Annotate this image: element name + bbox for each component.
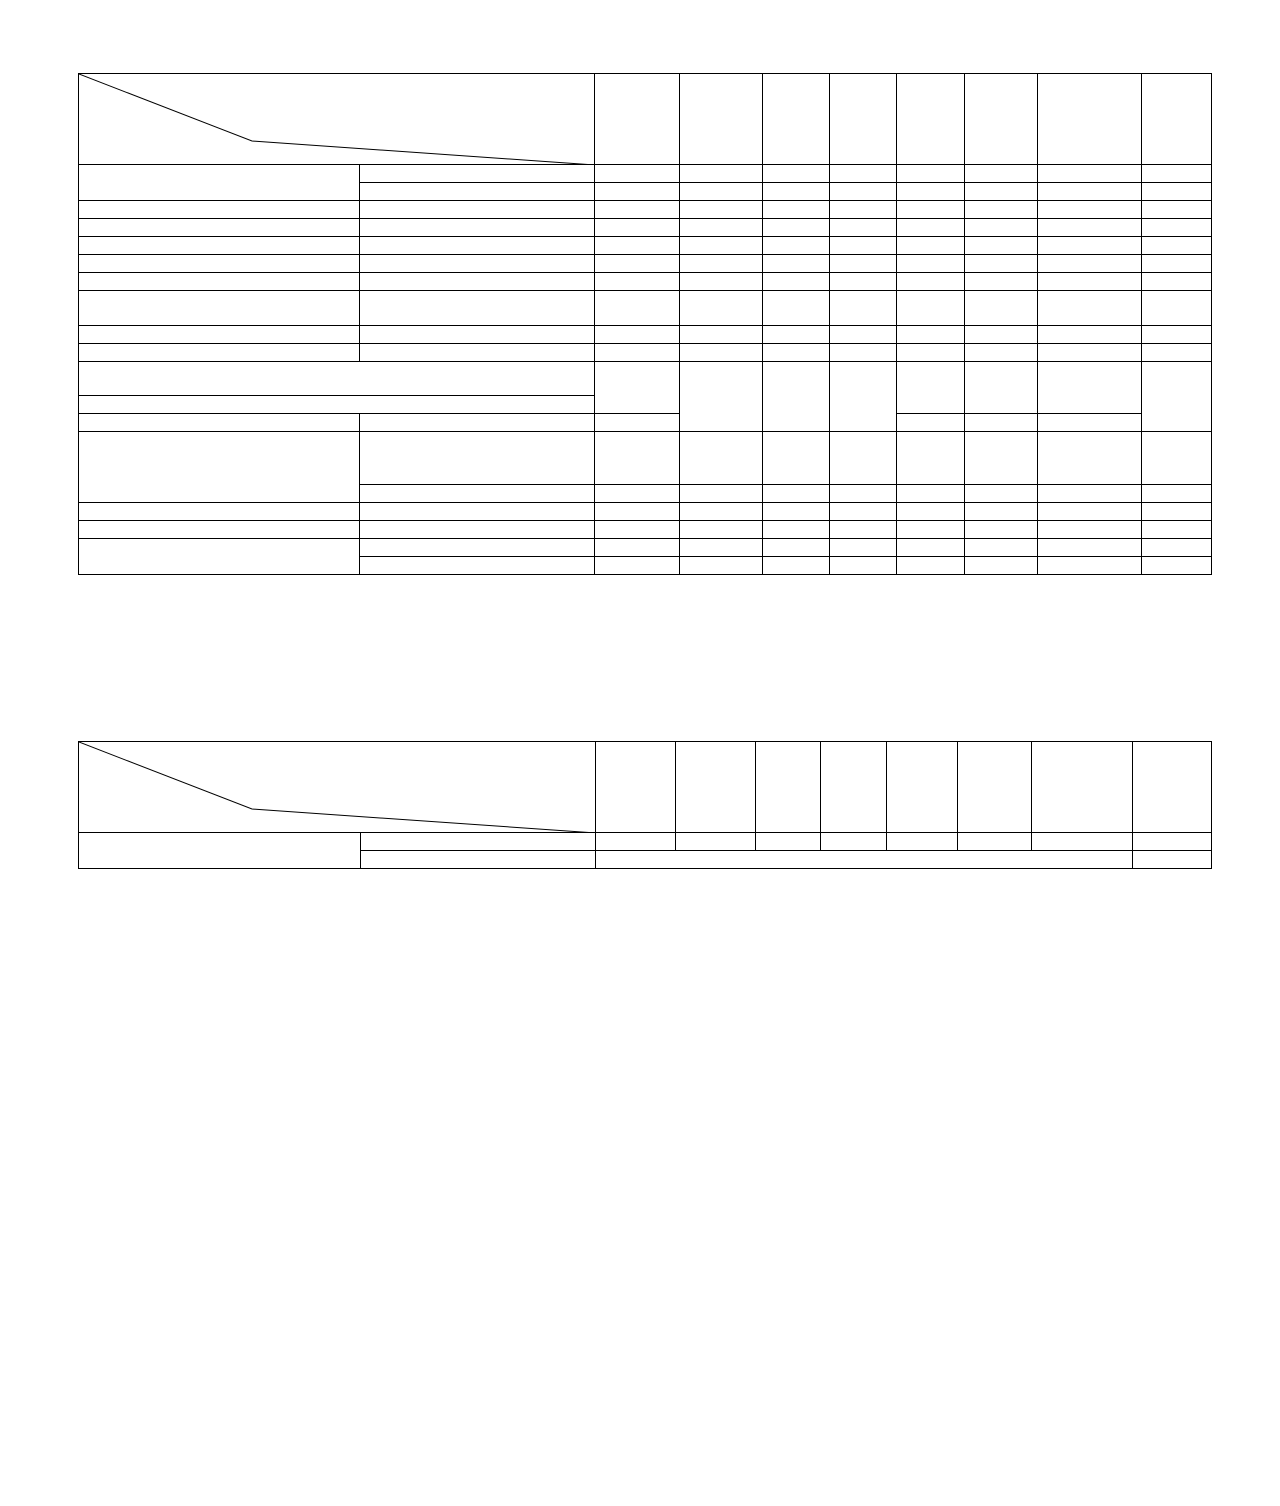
header-diagonal-cell <box>79 742 596 833</box>
maintenance-table-2 <box>78 741 1212 869</box>
col-header <box>1038 74 1142 165</box>
cell <box>680 503 763 521</box>
row-action <box>360 396 595 414</box>
cell <box>897 273 965 291</box>
row-item <box>79 521 360 539</box>
cell <box>965 291 1038 326</box>
cell <box>680 291 763 326</box>
row-action <box>360 255 595 273</box>
table-row <box>79 255 1212 273</box>
col-header <box>1032 742 1133 833</box>
cell <box>1038 273 1142 291</box>
cell <box>680 183 763 201</box>
cell <box>830 255 897 273</box>
cell <box>595 183 680 201</box>
col-header <box>965 74 1038 165</box>
cell <box>830 485 897 503</box>
table-row <box>79 273 1212 291</box>
cell <box>965 219 1038 237</box>
row-action <box>360 183 595 201</box>
cell <box>897 557 965 575</box>
cell <box>680 273 763 291</box>
row-action <box>360 521 595 539</box>
row-item <box>79 273 360 291</box>
cell <box>595 432 680 485</box>
cell <box>595 219 680 237</box>
row-action <box>360 219 595 237</box>
cell <box>830 165 897 183</box>
col-header <box>595 74 680 165</box>
maintenance-table-1 <box>78 73 1212 575</box>
cell <box>965 485 1038 503</box>
cell <box>965 503 1038 521</box>
page-ref <box>1142 344 1212 362</box>
cell <box>680 432 763 485</box>
cell <box>965 201 1038 219</box>
cell <box>1038 432 1142 485</box>
table-header-row <box>79 74 1212 165</box>
cell <box>830 237 897 255</box>
cell <box>1038 503 1142 521</box>
cell <box>887 833 958 851</box>
page-ref <box>1142 485 1212 503</box>
page-ref <box>1142 183 1212 201</box>
cell <box>595 557 680 575</box>
cell <box>595 165 680 183</box>
table-row <box>79 414 1212 432</box>
row-item <box>79 326 360 344</box>
row-action <box>360 165 595 183</box>
row-action <box>360 485 595 503</box>
table-row <box>79 362 1212 396</box>
row-item <box>79 362 360 396</box>
cell <box>965 432 1038 485</box>
cell <box>830 183 897 201</box>
table-header-row <box>79 742 1212 833</box>
cell <box>595 539 680 557</box>
row-item <box>79 291 360 326</box>
cell <box>595 255 680 273</box>
row-action <box>360 273 595 291</box>
cell <box>1038 237 1142 255</box>
cell <box>763 183 830 201</box>
cell <box>897 255 965 273</box>
cell <box>1038 326 1142 344</box>
row-action <box>360 237 595 255</box>
col-header <box>763 74 830 165</box>
page-ref <box>1142 326 1212 344</box>
cell <box>897 344 965 362</box>
cell <box>830 539 897 557</box>
cell <box>1038 539 1142 557</box>
cell <box>595 503 680 521</box>
cell <box>595 344 680 362</box>
col-header <box>1142 74 1212 165</box>
cell <box>763 165 830 183</box>
cell <box>897 503 965 521</box>
cell <box>830 326 897 344</box>
cell <box>680 219 763 237</box>
cell <box>1038 291 1142 326</box>
cell <box>680 521 763 539</box>
cell <box>897 362 965 414</box>
table-row <box>79 833 1212 851</box>
page-ref <box>1142 557 1212 575</box>
row-action <box>360 557 595 575</box>
cell <box>763 521 830 539</box>
cell <box>965 237 1038 255</box>
row-item <box>79 432 360 503</box>
cell <box>680 255 763 273</box>
page-ref <box>1133 833 1212 851</box>
cell <box>830 201 897 219</box>
cell <box>965 414 1038 432</box>
cell <box>830 521 897 539</box>
page-ref <box>1142 237 1212 255</box>
table-row <box>79 503 1212 521</box>
page-ref <box>1142 219 1212 237</box>
cell <box>897 326 965 344</box>
cell <box>1038 255 1142 273</box>
cell <box>763 237 830 255</box>
cell <box>965 539 1038 557</box>
page-ref <box>1142 503 1212 521</box>
col-header <box>680 74 763 165</box>
cell <box>680 237 763 255</box>
cell <box>595 291 680 326</box>
cell <box>830 291 897 326</box>
col-header <box>1133 742 1212 833</box>
cell <box>897 219 965 237</box>
cell <box>680 326 763 344</box>
cell <box>1038 201 1142 219</box>
cell <box>596 833 676 851</box>
cell <box>958 833 1032 851</box>
cell <box>756 833 821 851</box>
cell <box>821 833 887 851</box>
cell <box>763 503 830 521</box>
row-action <box>360 362 595 396</box>
col-header <box>958 742 1032 833</box>
cell <box>1038 485 1142 503</box>
cell <box>965 326 1038 344</box>
cell <box>897 237 965 255</box>
page-ref <box>1142 165 1212 183</box>
row-action <box>360 326 595 344</box>
cell <box>897 521 965 539</box>
cell <box>897 201 965 219</box>
cell <box>680 344 763 362</box>
cell <box>680 485 763 503</box>
cell <box>680 557 763 575</box>
row-item <box>79 255 360 273</box>
table-row <box>79 165 1212 183</box>
row-item <box>79 201 360 219</box>
cell <box>676 833 756 851</box>
row-action <box>360 432 595 485</box>
cell <box>763 326 830 344</box>
table-row <box>79 326 1212 344</box>
cell <box>830 432 897 485</box>
row-action <box>360 414 595 432</box>
col-header <box>830 74 897 165</box>
cell <box>763 201 830 219</box>
row-item <box>79 219 360 237</box>
cell <box>830 362 897 432</box>
cell <box>830 557 897 575</box>
cell <box>965 557 1038 575</box>
diagonal-line <box>79 74 595 165</box>
row-action <box>360 344 595 362</box>
table-row <box>79 237 1212 255</box>
table-row <box>79 521 1212 539</box>
row-item <box>79 503 360 521</box>
table-row <box>79 539 1212 557</box>
cell <box>1038 521 1142 539</box>
cell <box>595 485 680 503</box>
cell <box>1038 414 1142 432</box>
cell <box>1038 183 1142 201</box>
cell <box>763 219 830 237</box>
cell <box>1038 165 1142 183</box>
diagonal-line <box>79 742 596 833</box>
row-item <box>79 165 360 201</box>
cell <box>595 273 680 291</box>
row-action <box>361 851 596 869</box>
cell <box>965 165 1038 183</box>
cell <box>1038 344 1142 362</box>
col-header <box>897 74 965 165</box>
cell <box>680 165 763 183</box>
cell <box>595 362 680 414</box>
cell <box>680 362 763 432</box>
cell <box>965 273 1038 291</box>
cell <box>897 183 965 201</box>
col-header <box>821 742 887 833</box>
row-action <box>360 201 595 219</box>
col-header <box>756 742 821 833</box>
table-row <box>79 432 1212 485</box>
row-subitem <box>79 414 360 432</box>
col-header <box>596 742 676 833</box>
cell <box>595 201 680 219</box>
cell <box>763 255 830 273</box>
row-item <box>79 539 360 575</box>
cell <box>965 183 1038 201</box>
cell <box>763 485 830 503</box>
page-ref <box>1142 201 1212 219</box>
cell <box>763 344 830 362</box>
cell <box>763 291 830 326</box>
cell <box>830 219 897 237</box>
cell <box>763 557 830 575</box>
row-action <box>360 503 595 521</box>
cell <box>897 432 965 485</box>
col-header <box>887 742 958 833</box>
header-diagonal-cell <box>79 74 595 165</box>
table-row <box>79 344 1212 362</box>
cell <box>763 273 830 291</box>
cell <box>965 521 1038 539</box>
cell <box>830 273 897 291</box>
cell <box>897 414 965 432</box>
cell <box>965 344 1038 362</box>
cell <box>965 362 1038 414</box>
cell <box>595 237 680 255</box>
cell <box>1038 219 1142 237</box>
row-subitem <box>79 396 360 414</box>
cell <box>763 539 830 557</box>
cell <box>897 539 965 557</box>
row-item <box>79 833 361 869</box>
page-ref <box>1142 362 1212 432</box>
cell <box>680 539 763 557</box>
page-ref <box>1142 539 1212 557</box>
cell <box>595 521 680 539</box>
row-item <box>79 237 360 255</box>
cell <box>830 344 897 362</box>
col-header <box>676 742 756 833</box>
cell <box>1032 833 1133 851</box>
cell <box>965 255 1038 273</box>
cell <box>1038 362 1142 414</box>
cell <box>595 326 680 344</box>
cell <box>1038 557 1142 575</box>
page-ref <box>1142 273 1212 291</box>
cell <box>897 165 965 183</box>
table-row <box>79 291 1212 326</box>
row-action <box>360 539 595 557</box>
cell <box>897 291 965 326</box>
cell <box>595 414 680 432</box>
span-cell <box>596 851 1133 869</box>
table-row <box>79 201 1212 219</box>
page-ref <box>1142 432 1212 485</box>
page-ref <box>1142 291 1212 326</box>
row-item <box>79 344 360 362</box>
row-action <box>361 833 596 851</box>
cell <box>763 432 830 485</box>
cell <box>897 485 965 503</box>
table-row <box>79 219 1212 237</box>
cell <box>763 362 830 432</box>
row-action <box>360 291 595 326</box>
page-ref <box>1133 851 1212 869</box>
page-ref <box>1142 255 1212 273</box>
cell <box>680 201 763 219</box>
cell <box>830 503 897 521</box>
page-ref <box>1142 521 1212 539</box>
